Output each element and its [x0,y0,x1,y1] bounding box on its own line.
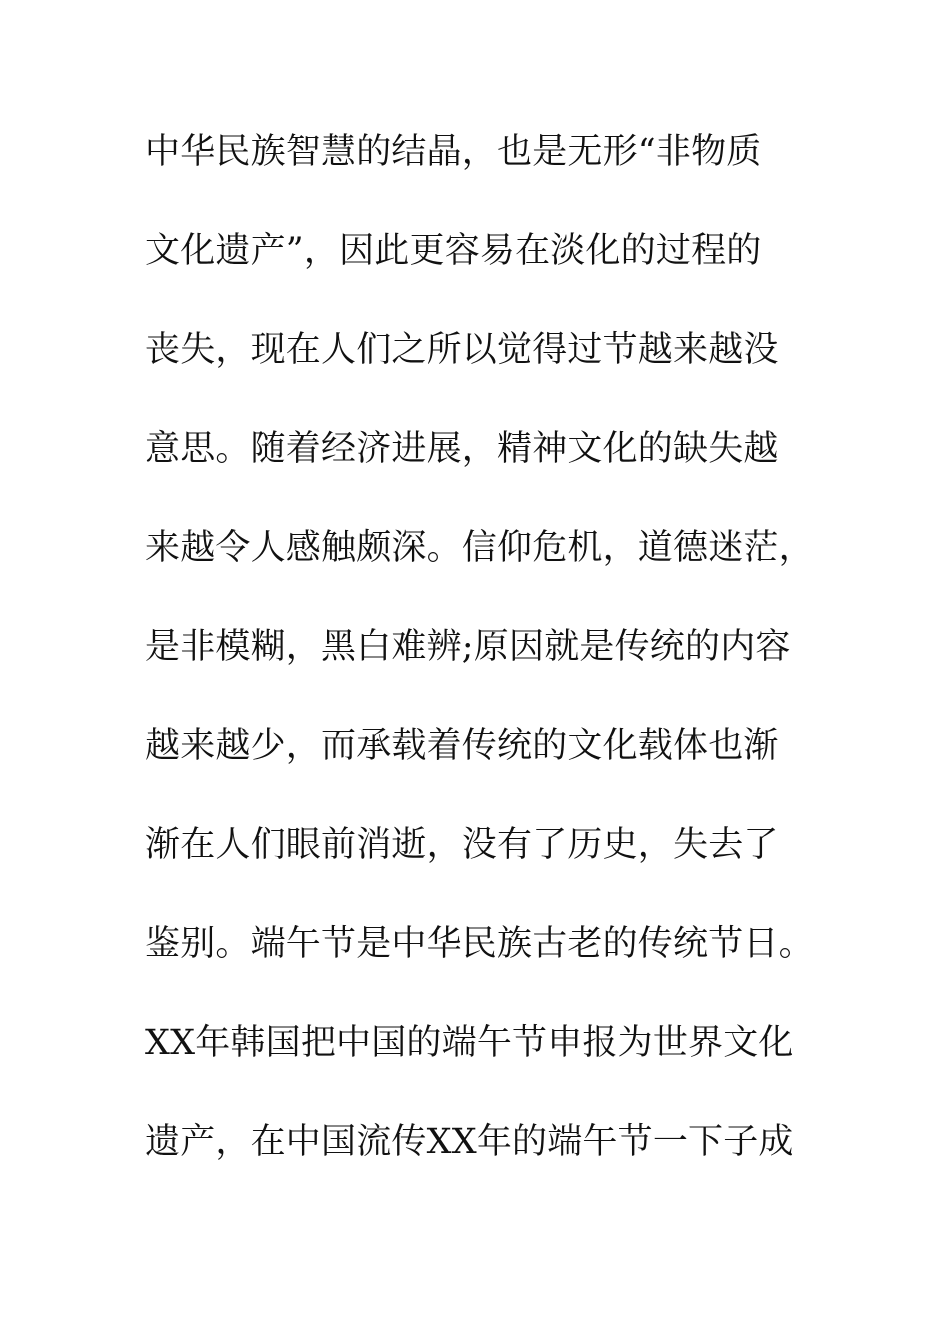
text-line: 渐在人们眼前消逝，没有了历史，失去了 [145,825,779,865]
text-line: 鉴别。端午节是中华民族古老的传统节日。 [145,924,814,964]
body-text [145,124,825,1213]
text-line: 来越令人感触颇深。信仰危机，道德迷茫， [145,528,814,568]
text-line: 文化遗产”，因此更容易在淡化的过程的 [145,231,762,271]
text-line: 丧失，现在人们之所以觉得过节越来越没 [145,330,779,370]
text-line: 意思。随着经济进展，精神文化的缺失越 [145,429,779,469]
text-line: 中华民族智慧的结晶，也是无形“非物质 [145,132,762,172]
text-line: 越来越少，而承载着传统的文化载体也渐 [145,726,779,766]
text-line: 是非模糊，黑白难辨;原因就是传统的内容 [145,627,791,667]
text-line: XX年韩国把中国的端午节申报为世界文化 [145,1023,794,1063]
text-line: 遗产，在中国流传XX年的端午节一下子成 [145,1122,794,1162]
